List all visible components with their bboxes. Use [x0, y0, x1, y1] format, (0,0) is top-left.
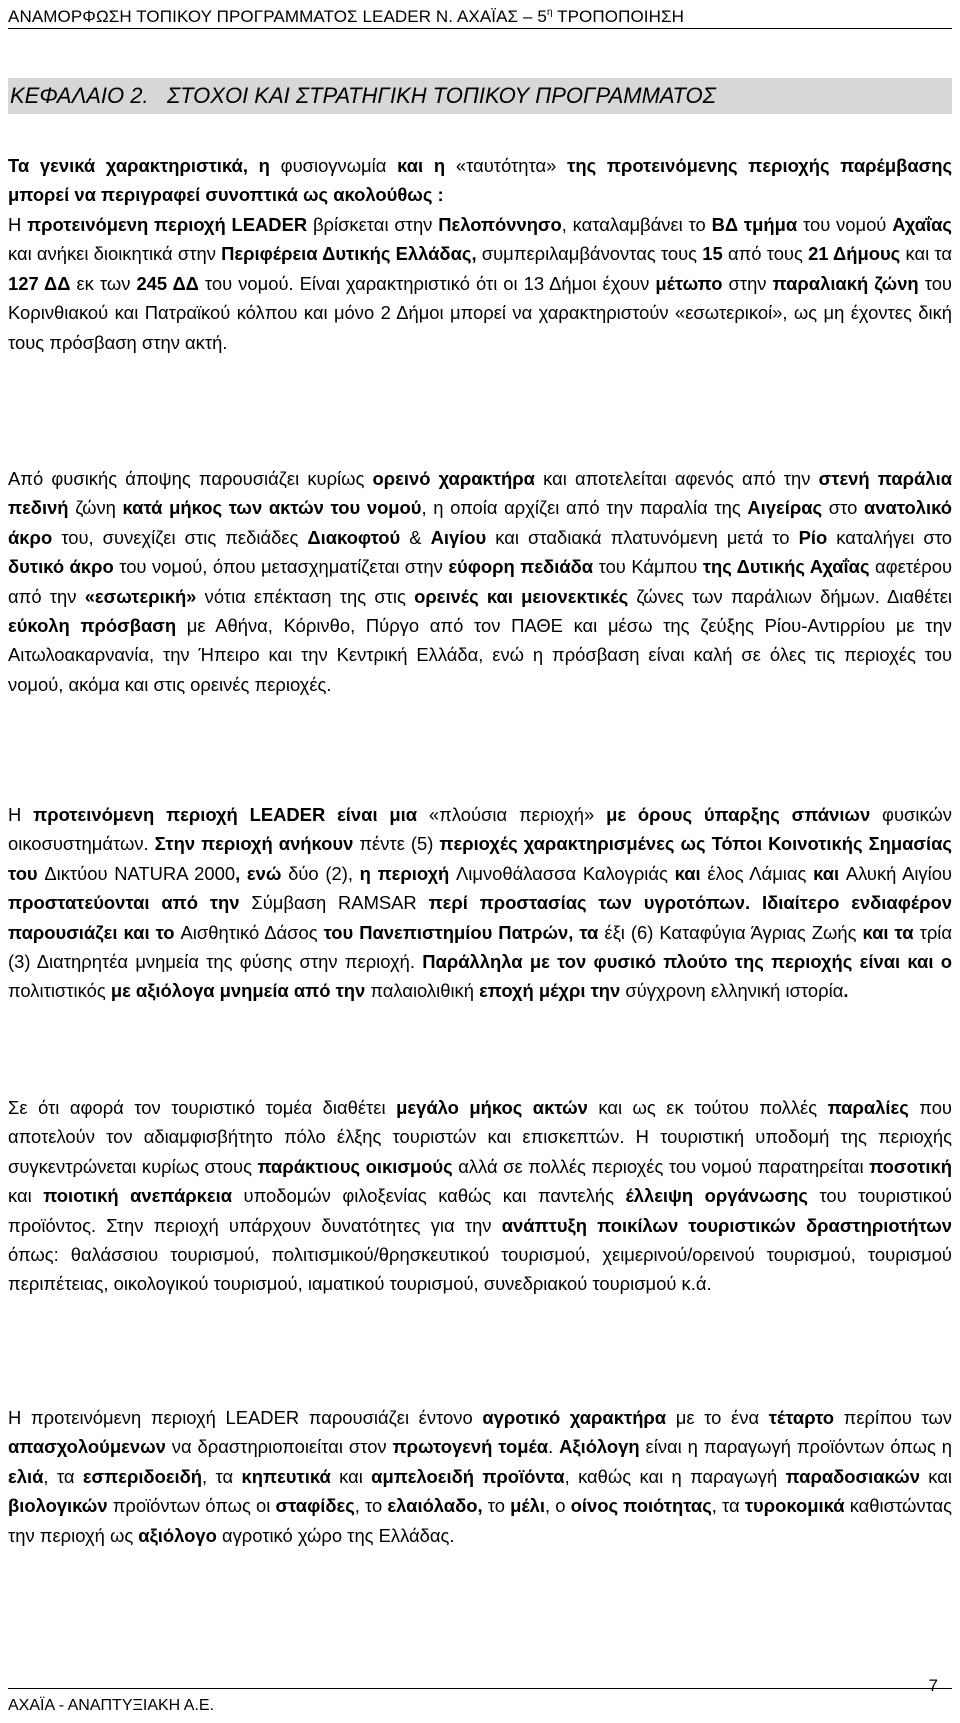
text-run: «ταυτότητα» — [455, 155, 568, 176]
text-run: είναι η παραγωγή προϊόντων όπως η — [645, 1436, 952, 1458]
text-run: Παράλληλα με τον φυσικό πλούτο της περιοχής είναι και ο — [422, 951, 952, 973]
text-run: συμπεριλαμβάνοντας τους — [476, 243, 703, 265]
text-run: , τα — [43, 1465, 83, 1487]
text-run: του νομού — [802, 214, 893, 235]
text-run: όπως: θαλάσσιου τουρισμού, πολιτισμικού/θρησκευτικού τουρισμού, χειμερινού/ορεινού τουρισμού, τουρισμού περιπέτειας, οικολογικού τουρισμού, ιαματικού τουρισμού, συνεδριακού τουρισμού κ.ά. — [8, 1244, 952, 1295]
text-run: αφετέρου από την — [8, 556, 952, 607]
text-run: του Κορινθιακού και Πατραϊκού κόλπου και μόνο 2 Δήμοι μπορεί να χαρακτηριστούν «εσωτερικοί», ως μη έχοντες δική τους πρόσβαση στην ακτή. — [8, 272, 952, 353]
text-run: εύκολη πρόσβαση — [8, 615, 187, 637]
text-run: εποχή μέχρι την — [479, 980, 626, 1002]
text-run: Αισθητικό Δάσος — [180, 921, 324, 943]
text-run: τρία (3) Διατηρητέα μνημεία της φύσης στην περιοχή. — [8, 921, 953, 973]
text-run: και τα — [905, 243, 953, 265]
text-run: προστατεύονται από την — [8, 892, 252, 914]
text-run: πέντε (5) — [359, 833, 440, 855]
text-run: και σταδιακά πλατυνόμενη μετά το — [495, 526, 799, 548]
paragraph-intro — [8, 151, 952, 210]
text-run: στενή παράλια πεδινή — [8, 468, 953, 519]
text-run: αγροτικό χώρο της Ελλάδας. — [221, 1524, 455, 1546]
text-run: να δραστηριοποιείται στον — [171, 1436, 393, 1458]
text-run: αξιόλογο — [138, 1524, 222, 1546]
text-run: η περιοχή — [359, 862, 456, 884]
text-run: με αξιόλογα μνημεία από την — [110, 980, 371, 1002]
page-number: 7 — [928, 1676, 938, 1695]
text-run: βιολογικών — [8, 1495, 113, 1517]
text-run: περίπου των — [843, 1407, 952, 1428]
text-run: κατά μήκος των ακτών του νομού — [122, 497, 422, 519]
text-run: το — [482, 1495, 511, 1517]
text-run: δυτικό άκρο — [8, 556, 120, 578]
footer-company: ΑΧΑΪΑ - ΑΝΑΠΤΥΞΙΑΚΗ Α.Ε. — [8, 1697, 215, 1714]
text-run: νότια επέκταση της στις — [204, 585, 415, 607]
text-run: Αχαΐας — [892, 214, 952, 235]
text-run: δύο (2), — [288, 862, 360, 884]
text-run: μέτωπο — [655, 272, 729, 294]
text-run: παραλιακή ζώνη — [772, 272, 925, 294]
text-run: , το — [354, 1495, 388, 1517]
text-run: και ως εκ τούτου πολλές — [598, 1097, 828, 1118]
text-run: και — [813, 862, 846, 884]
text-run: ΒΔ τμήμα — [711, 214, 803, 235]
text-run: 245 ΔΔ — [136, 272, 205, 294]
text-run: καταλήγει στο — [836, 526, 952, 548]
text-run: μέλι — [510, 1495, 546, 1517]
text-run: του, συνεχίζει στις πεδιάδες — [61, 526, 308, 548]
text-run: ανατολικό άκρο — [8, 497, 952, 548]
text-run: Διακοφτού — [307, 526, 410, 548]
text-run: Αλυκή Αιγίου — [845, 862, 952, 884]
text-run: προτεινόμενη περιοχή LEADER — [27, 214, 313, 235]
text-run: ορεινό χαρακτήρα — [372, 468, 544, 489]
text-run: 15 — [702, 243, 728, 265]
text-run: 127 ΔΔ — [8, 272, 77, 294]
text-run: που αποτελούν τον αδιαμφισβήτητο πόλο έλξης τουριστών και επισκεπτών. Η τουριστική υποδομή της περιοχής συγκεντρώνεται κυρίως στους — [8, 1097, 952, 1177]
text-run: ζώνη — [75, 497, 123, 519]
text-run: έξι (6) Καταφύγια Άγριας Ζωής — [604, 921, 863, 943]
text-run: υποδομών φιλοξενίας καθώς και παντελής — [243, 1185, 626, 1207]
text-run: , ενώ — [235, 862, 289, 884]
paragraph-tourism — [8, 1093, 952, 1299]
text-run: Πελοπόννησο — [438, 214, 562, 235]
text-run: Σύμβαση RAMSAR — [251, 892, 429, 914]
text-run: αμπελοειδή προϊόντα — [371, 1465, 565, 1487]
text-run: ποιοτική ανεπάρκεια — [43, 1185, 244, 1207]
text-run: πρωτογενή τομέα — [392, 1436, 549, 1458]
text-run: ανάπτυξη ποικίλων τουριστικών δραστηριοτήτων — [501, 1214, 952, 1236]
running-header — [8, 0, 952, 29]
text-run: φυσιογνωμία — [280, 155, 398, 176]
text-run: στο — [828, 497, 864, 519]
text-run: , καθώς και η παραγωγή — [564, 1465, 786, 1487]
text-run: εσπεριδοειδή — [82, 1465, 203, 1487]
text-run: ελιά — [8, 1465, 44, 1487]
text-run: προτεινόμενη περιοχή LEADER είναι μια — [33, 804, 429, 825]
text-run: Η — [8, 214, 28, 235]
header-title: ΑΝΑΜΟΡΦΩΣΗ ΤΟΠΙΚΟΥ ΠΡΟΓΡΑΜΜΑΤΟΣ LEADER Ν. ΑΧΑΪΑΣ – 5 — [8, 7, 547, 26]
text-run: , ο — [545, 1495, 571, 1517]
text-run: προϊόντων όπως οι — [112, 1495, 276, 1517]
text-run: . — [843, 980, 849, 1002]
text-run: με το ένα — [675, 1407, 769, 1428]
text-run: Αιγείρας — [747, 497, 829, 519]
text-run: «εσωτερική» — [84, 585, 205, 607]
text-run: , καταλαμβάνει το — [561, 214, 712, 235]
text-run: Στην περιοχή ανήκουν — [154, 833, 360, 855]
text-run: παραδοσιακών — [785, 1465, 929, 1487]
text-run: και — [674, 862, 708, 884]
text-run: ζώνες των παράλιων δήμων. Διαθέτει — [636, 585, 952, 607]
text-run: του Κάμπου — [598, 556, 703, 578]
text-run: πολιτιστικός — [8, 980, 111, 1002]
text-run: Δικτύου NATURA 2000 — [44, 862, 236, 884]
text-run: έλος Λάμιας — [707, 862, 814, 884]
text-run: και — [8, 1185, 44, 1207]
footer-rule — [8, 1688, 952, 1689]
paragraph-location — [8, 210, 952, 357]
text-run: έλλειψη οργάνωσης — [625, 1185, 820, 1207]
text-run: 21 Δήμους — [808, 243, 906, 265]
text-run: οίνος ποιότητας — [570, 1495, 712, 1517]
text-run: Ρίο — [798, 526, 837, 548]
text-run: . — [548, 1436, 560, 1458]
text-run: «πλούσια περιοχή» — [428, 804, 607, 825]
text-run: και — [339, 1465, 372, 1487]
text-run: παραλίες — [827, 1097, 920, 1118]
chapter-heading: ΚΕΦΑΛΑΙΟ 2. ΣΤΟΧΟΙ ΚΑΙ ΣΤΡΑΤΗΓΙΚΗ ΤΟΠΙΚΟΥ ΠΡΟΓΡΑΜΜΑΤΟΣ — [8, 78, 952, 114]
text-run: Αξιόλογη — [559, 1436, 646, 1458]
text-run: από τους — [727, 243, 809, 265]
text-run: στην — [728, 272, 773, 294]
text-run: Από φυσικής άποψης παρουσιάζει κυρίως — [8, 468, 373, 489]
text-run: και η — [397, 155, 456, 176]
text-run: κηπευτικά — [241, 1465, 340, 1487]
text-run: τέταρτο — [768, 1407, 844, 1428]
text-run: μεγάλο μήκος ακτών — [396, 1097, 599, 1118]
text-run: και ανήκει διοικητικά στην — [8, 243, 222, 265]
text-run: με όρους ύπαρξης σπάνιων — [606, 804, 883, 825]
text-run: , η οποία αρχίζει από την παραλία της — [421, 497, 748, 519]
text-run: Τα γενικά χαρακτηριστικά, η — [8, 155, 281, 176]
text-run: Σε ότι αφορά τον τουριστικό τομέα διαθέτει — [8, 1097, 397, 1118]
text-run: της προτεινόμενης περιοχής παρέμβασης μπορεί να περιγραφεί συνοπτικά ως ακολούθως : — [8, 155, 953, 206]
text-run: παράκτιους οικισμούς — [257, 1155, 459, 1177]
text-run: , τα — [202, 1465, 242, 1487]
text-run: & — [409, 526, 431, 548]
text-run: τυροκομικά — [744, 1495, 850, 1517]
text-run: Η προτεινόμενη περιοχή LEADER παρουσιάζει έντονο — [8, 1407, 483, 1428]
text-run: εύφορη πεδιάδα — [448, 556, 599, 578]
text-run: και τα — [862, 921, 920, 943]
text-run: ελαιόλαδο, — [387, 1495, 483, 1517]
paragraph-natural — [8, 800, 952, 1006]
text-run: παλαιολιθική — [370, 980, 480, 1002]
text-run: περιοχές χαρακτηρισμένες ως Τόποι Κοινοτικής Σημασίας του — [8, 833, 952, 884]
text-run: σταφίδες — [275, 1495, 355, 1517]
text-run: καθιστώντας την περιοχή ως — [8, 1495, 953, 1546]
text-run: βρίσκεται στην — [312, 214, 439, 235]
text-run: απασχολούμενων — [8, 1436, 172, 1458]
text-run: του νομού, όπου μετασχηματίζεται στην — [119, 556, 449, 578]
paragraph-physical — [8, 464, 952, 699]
header-superscript: η — [546, 7, 553, 18]
text-run: Λιμνοθάλασσα Καλογριάς — [455, 862, 675, 884]
text-run: περί προστασίας των υγροτόπων. Ιδιαίτερο ενδιαφέρον παρουσιάζει και το — [8, 892, 953, 943]
text-run: σύγχρονη ελληνική ιστορία — [625, 980, 844, 1002]
text-run: Περιφέρεια Δυτικής Ελλάδας, — [221, 243, 477, 265]
text-run: με Αθήνα, Κόρινθο, Πύργο από τον ΠΑΘΕ και μέσω της ζεύξης Ρίου-Αντιρρίου με την Αιτωλοακαρνανία, την Ήπειρο και την Κεντρική Ελλάδα, ενώ η πρόσβαση είναι καλή σε όλες τις περιοχές του νομού, ακόμα και στις ορεινές περιοχές. — [8, 615, 952, 695]
text-run: και αποτελείται αφενός από την — [543, 468, 819, 489]
text-run: φυσικών οικοσυστημάτων. — [8, 804, 952, 855]
text-run: ποσοτική — [869, 1155, 953, 1177]
text-run: , τα — [711, 1495, 745, 1517]
text-run: και — [928, 1465, 952, 1487]
text-run: Αιγίου — [430, 526, 496, 548]
text-run: αγροτικό χαρακτήρα — [482, 1407, 676, 1428]
header-title-end: ΤΡΟΠΟΠΟΙΗΣΗ — [552, 7, 684, 26]
text-run: εκ των — [76, 272, 137, 294]
text-run: της Δυτικής Αχαΐας — [702, 556, 876, 578]
text-run: του Πανεπιστημίου Πατρών, τα — [323, 921, 605, 943]
text-run: Η — [8, 804, 34, 825]
text-run: του νομού. Είναι χαρακτηριστικό ότι οι 13 Δήμοι έχουν — [204, 272, 656, 294]
text-run: αλλά σε πολλές περιοχές του νομού παρατηρείται — [458, 1155, 870, 1177]
text-run: του τουριστικού προϊόντος. Στην περιοχή υπάρχουν δυνατότητες για την — [8, 1185, 952, 1236]
paragraph-agriculture — [8, 1403, 952, 1550]
text-run: ορεινές και μειονεκτικές — [414, 585, 637, 607]
